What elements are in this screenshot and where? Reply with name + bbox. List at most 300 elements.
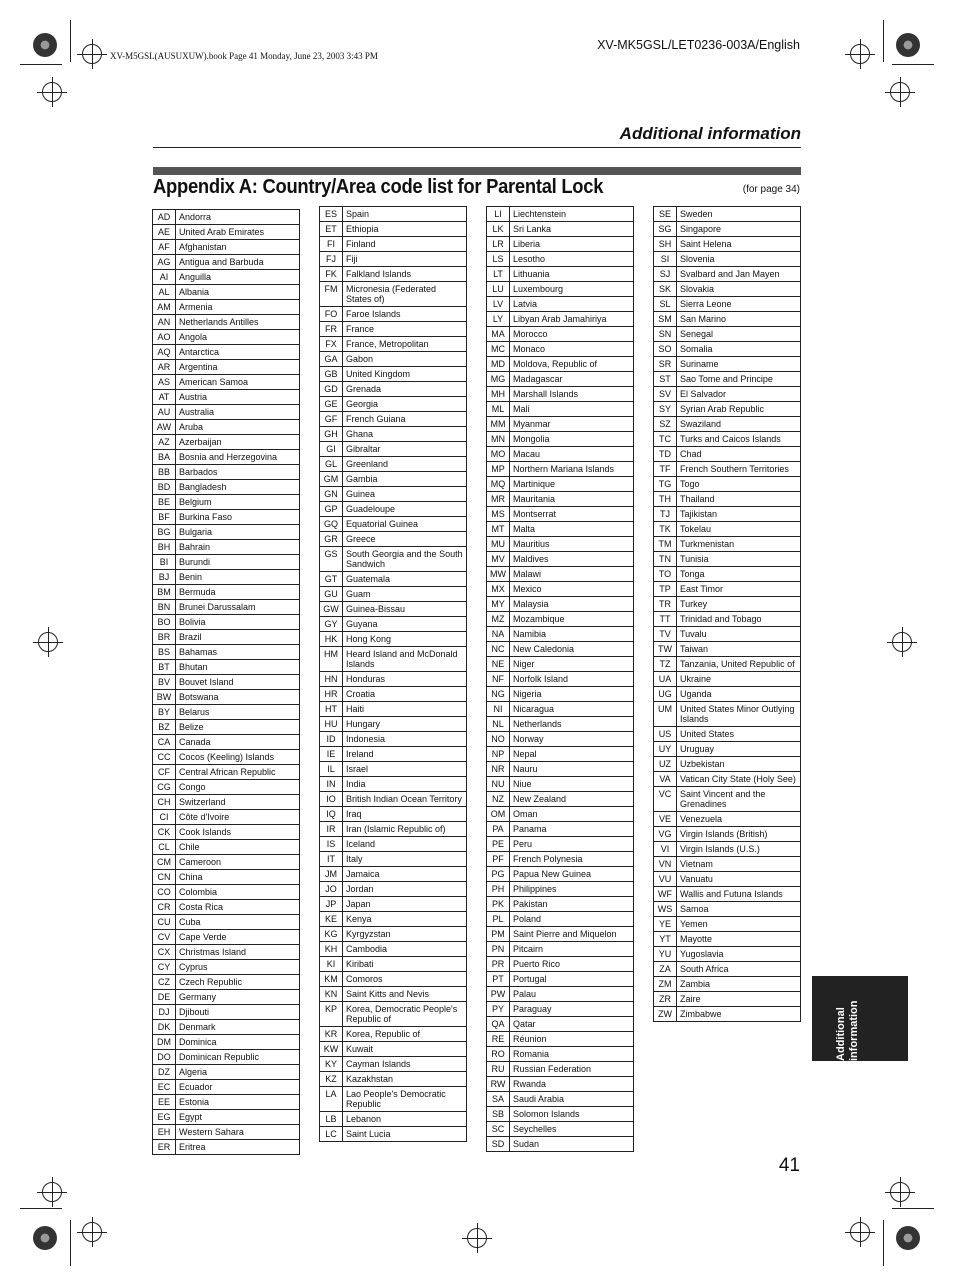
table-row [153,675,300,690]
country-code: YU [654,947,677,962]
table-row [487,762,634,777]
table-row [654,537,801,552]
table-row [320,1072,467,1087]
table-row [654,327,801,342]
country-code: LT [487,267,510,282]
table-row [153,465,300,480]
crosshair-mark-icon [850,1222,870,1242]
country-name: Wallis and Futuna Islands [677,887,801,902]
country-code: TK [654,522,677,537]
table-row [487,597,634,612]
table-row [320,717,467,732]
table-row [487,702,634,717]
table-row [153,690,300,705]
table-row [654,612,801,627]
table-row [487,552,634,567]
table-row [487,822,634,837]
country-name: Madagascar [510,372,634,387]
country-code: GQ [320,517,343,532]
country-name: Algeria [176,1065,300,1080]
country-name: Maldives [510,552,634,567]
country-code: YT [654,932,677,947]
table-row [654,772,801,787]
table-row [153,240,300,255]
country-code: AR [153,360,176,375]
country-code: UM [654,702,677,727]
table-row [487,942,634,957]
country-code: PK [487,897,510,912]
country-code: ID [320,732,343,747]
page-number: 41 [778,1155,800,1176]
table-row [153,1020,300,1035]
country-code: RW [487,1077,510,1092]
country-name: Lesotho [510,252,634,267]
country-name: Palau [510,987,634,1002]
country-code: IT [320,852,343,867]
country-name: Niue [510,777,634,792]
country-code: MW [487,567,510,582]
country-code: IS [320,837,343,852]
table-row [153,255,300,270]
table-row [487,582,634,597]
country-code: CY [153,960,176,975]
country-name: Vatican City State (Holy See) [677,772,801,787]
table-row [487,1047,634,1062]
country-code: IE [320,747,343,762]
registration-disc-icon [33,33,57,57]
country-name: Uzbekistan [677,757,801,772]
table-row [320,282,467,307]
crosshair-mark-icon [82,1222,102,1242]
table-row [654,787,801,812]
country-code: SO [654,342,677,357]
country-code: CN [153,870,176,885]
table-row [320,942,467,957]
country-name: Ethiopia [343,222,467,237]
country-name: Greece [343,532,467,547]
country-code: CR [153,900,176,915]
country-code: CM [153,855,176,870]
table-row [654,977,801,992]
country-code: WF [654,887,677,902]
table-row [320,442,467,457]
country-code: BB [153,465,176,480]
country-code: PE [487,837,510,852]
country-code: RU [487,1062,510,1077]
country-name: Barbados [176,465,300,480]
table-row [153,555,300,570]
country-name: Virgin Islands (British) [677,827,801,842]
country-name: Bulgaria [176,525,300,540]
country-code: KH [320,942,343,957]
country-name: Zambia [677,977,801,992]
country-name: Philippines [510,882,634,897]
country-code: IN [320,777,343,792]
country-code: CI [153,810,176,825]
country-code: GM [320,472,343,487]
country-name: Bahrain [176,540,300,555]
table-row [153,900,300,915]
country-name: American Samoa [176,375,300,390]
country-name: Solomon Islands [510,1107,634,1122]
table-row [654,237,801,252]
table-row [320,532,467,547]
country-code: SG [654,222,677,237]
country-code: CA [153,735,176,750]
country-code: BE [153,495,176,510]
country-code: TO [654,567,677,582]
crop-mark [20,64,62,65]
country-name: Japan [343,897,467,912]
country-code: GI [320,442,343,457]
country-code: AE [153,225,176,240]
country-name: Sweden [677,207,801,222]
country-name: Sao Tome and Principe [677,372,801,387]
country-name: Switzerland [176,795,300,810]
table-row [320,837,467,852]
table-row [320,337,467,352]
country-code: LU [487,282,510,297]
country-name: Dominican Republic [176,1050,300,1065]
table-row [153,870,300,885]
table-row [654,827,801,842]
country-name: Mexico [510,582,634,597]
table-row [487,1092,634,1107]
country-code: SA [487,1092,510,1107]
country-name: Benin [176,570,300,585]
table-row [153,360,300,375]
table-row [153,705,300,720]
country-code: DZ [153,1065,176,1080]
book-info-line: XV-M5GSL(AUSUXUW).book Page 41 Monday, June 23, 2003 3:43 PM [110,51,378,61]
country-code: SD [487,1137,510,1152]
country-name: Haiti [343,702,467,717]
table-row [654,222,801,237]
table-row [320,572,467,587]
country-name: Thailand [677,492,801,507]
country-code: NL [487,717,510,732]
country-code: KG [320,927,343,942]
registration-disc-icon [896,33,920,57]
table-row [320,1057,467,1072]
country-name: Turkey [677,597,801,612]
table-row [487,1002,634,1017]
table-row [487,837,634,852]
table-row [320,1112,467,1127]
country-name: Singapore [677,222,801,237]
table-row [487,612,634,627]
country-name: Hungary [343,717,467,732]
country-name: Belize [176,720,300,735]
table-row [153,1125,300,1140]
crosshair-mark-icon [467,1228,487,1248]
country-name: Egypt [176,1110,300,1125]
table-row [320,502,467,517]
crosshair-mark-icon [890,82,910,102]
country-code: LA [320,1087,343,1112]
country-code: LV [487,297,510,312]
country-name: Tajikistan [677,507,801,522]
table-row [487,807,634,822]
country-code: AT [153,390,176,405]
table-row [320,777,467,792]
table-row [487,447,634,462]
country-code: AN [153,315,176,330]
country-code: HU [320,717,343,732]
country-name: Antigua and Barbuda [176,255,300,270]
country-code: LR [487,237,510,252]
country-name: Trinidad and Tobago [677,612,801,627]
country-name: Guam [343,587,467,602]
table-row [320,252,467,267]
country-code: BI [153,555,176,570]
country-code: PM [487,927,510,942]
table-row [487,1107,634,1122]
country-name: Gibraltar [343,442,467,457]
country-name: Gambia [343,472,467,487]
table-row [320,602,467,617]
country-name: Somalia [677,342,801,357]
country-code: AW [153,420,176,435]
country-name: Denmark [176,1020,300,1035]
country-code: BV [153,675,176,690]
table-row [487,462,634,477]
country-code: UA [654,672,677,687]
country-name: Djibouti [176,1005,300,1020]
table-row [487,657,634,672]
country-code: BJ [153,570,176,585]
country-code: JM [320,867,343,882]
country-name: Portugal [510,972,634,987]
country-name: France [343,322,467,337]
table-row [654,902,801,917]
country-name: Azerbaijan [176,435,300,450]
country-name: Puerto Rico [510,957,634,972]
country-name: San Marino [677,312,801,327]
table-row [320,897,467,912]
table-row [654,552,801,567]
country-name: Cape Verde [176,930,300,945]
country-code: PW [487,987,510,1002]
country-code: NF [487,672,510,687]
country-name: Cuba [176,915,300,930]
country-code: MU [487,537,510,552]
country-code: GD [320,382,343,397]
country-code: SV [654,387,677,402]
country-name: Brazil [176,630,300,645]
country-name: Lao People's Democratic Republic [343,1087,467,1112]
country-name: Guadeloupe [343,502,467,517]
crosshair-mark-icon [42,1182,62,1202]
table-row [153,510,300,525]
table-row [487,972,634,987]
country-name: Paraguay [510,1002,634,1017]
country-name: Latvia [510,297,634,312]
table-row [320,987,467,1002]
country-code: IR [320,822,343,837]
table-row [320,957,467,972]
country-code: AM [153,300,176,315]
country-code: MC [487,342,510,357]
table-row [320,367,467,382]
country-name: Qatar [510,1017,634,1032]
country-name: Togo [677,477,801,492]
country-code: AG [153,255,176,270]
country-code: TZ [654,657,677,672]
country-name: Equatorial Guinea [343,517,467,532]
country-code: LY [487,312,510,327]
code-table [486,206,634,1152]
country-name: French Southern Territories [677,462,801,477]
table-row [153,630,300,645]
country-name: Nicaragua [510,702,634,717]
table-row [153,600,300,615]
table-row [153,300,300,315]
country-code: NO [487,732,510,747]
country-code: US [654,727,677,742]
country-name: Morocco [510,327,634,342]
country-code: BF [153,510,176,525]
table-row [487,642,634,657]
country-code: FM [320,282,343,307]
country-code: KP [320,1002,343,1027]
country-name: Senegal [677,327,801,342]
country-name: Anguilla [176,270,300,285]
country-name: Mali [510,402,634,417]
country-code: DO [153,1050,176,1065]
country-name: Botswana [176,690,300,705]
country-name: Germany [176,990,300,1005]
table-row [153,720,300,735]
country-name: Mayotte [677,932,801,947]
country-name: Yugoslavia [677,947,801,962]
table-row [320,792,467,807]
country-name: Svalbard and Jan Mayen [677,267,801,282]
table-row [153,915,300,930]
country-name: Kuwait [343,1042,467,1057]
country-name: Tuvalu [677,627,801,642]
table-row [487,627,634,642]
crop-mark [883,20,884,62]
country-name: Austria [176,390,300,405]
country-code: BM [153,585,176,600]
section-side-tab [812,976,908,1061]
country-name: Armenia [176,300,300,315]
table-row [487,687,634,702]
country-code: AZ [153,435,176,450]
table-row [320,867,467,882]
table-row [487,672,634,687]
table-row [320,322,467,337]
table-row [654,432,801,447]
country-name: Guinea [343,487,467,502]
country-code: CK [153,825,176,840]
table-row [487,1062,634,1077]
table-row [487,777,634,792]
table-row [654,507,801,522]
country-name: Congo [176,780,300,795]
table-row [487,927,634,942]
table-row [654,462,801,477]
country-name: Dominica [176,1035,300,1050]
country-name: Mongolia [510,432,634,447]
country-name: Taiwan [677,642,801,657]
country-name: Tonga [677,567,801,582]
crop-mark [70,20,71,62]
table-row [654,672,801,687]
country-name: Greenland [343,457,467,472]
country-name: Kiribati [343,957,467,972]
country-code: EH [153,1125,176,1140]
country-name: Comoros [343,972,467,987]
table-row [654,297,801,312]
crosshair-mark-icon [38,632,58,652]
country-code: SL [654,297,677,312]
country-name: Norway [510,732,634,747]
table-row [487,912,634,927]
table-row [654,657,801,672]
country-name: Nauru [510,762,634,777]
table-row [654,402,801,417]
country-name: Iceland [343,837,467,852]
country-code: TW [654,642,677,657]
table-row [320,352,467,367]
country-code: HN [320,672,343,687]
country-code: LC [320,1127,343,1142]
country-code: AQ [153,345,176,360]
table-row [153,345,300,360]
table-row [320,822,467,837]
country-name: China [176,870,300,885]
country-code: HR [320,687,343,702]
country-code: CC [153,750,176,765]
country-code: CX [153,945,176,960]
country-name: Guyana [343,617,467,632]
country-code: PN [487,942,510,957]
country-name: Marshall Islands [510,387,634,402]
country-code: TN [654,552,677,567]
country-code: MZ [487,612,510,627]
country-name: Mozambique [510,612,634,627]
country-name: Netherlands Antilles [176,315,300,330]
crosshair-mark-icon [850,44,870,64]
country-code: LK [487,222,510,237]
table-row [487,327,634,342]
table-row [320,1042,467,1057]
table-row [487,252,634,267]
country-name: Swaziland [677,417,801,432]
country-code: HK [320,632,343,647]
country-name: Finland [343,237,467,252]
code-table [152,209,300,1155]
country-name: Aruba [176,420,300,435]
country-name: Antarctica [176,345,300,360]
country-code: MP [487,462,510,477]
country-code: GE [320,397,343,412]
country-code: NI [487,702,510,717]
country-name: Kazakhstan [343,1072,467,1087]
country-name: Monaco [510,342,634,357]
country-name: Angola [176,330,300,345]
table-row [320,397,467,412]
country-name: Saint Pierre and Miquelon [510,927,634,942]
table-row [153,420,300,435]
country-code: PT [487,972,510,987]
country-name: Australia [176,405,300,420]
country-code: VC [654,787,677,812]
country-code: FO [320,307,343,322]
table-row [654,342,801,357]
